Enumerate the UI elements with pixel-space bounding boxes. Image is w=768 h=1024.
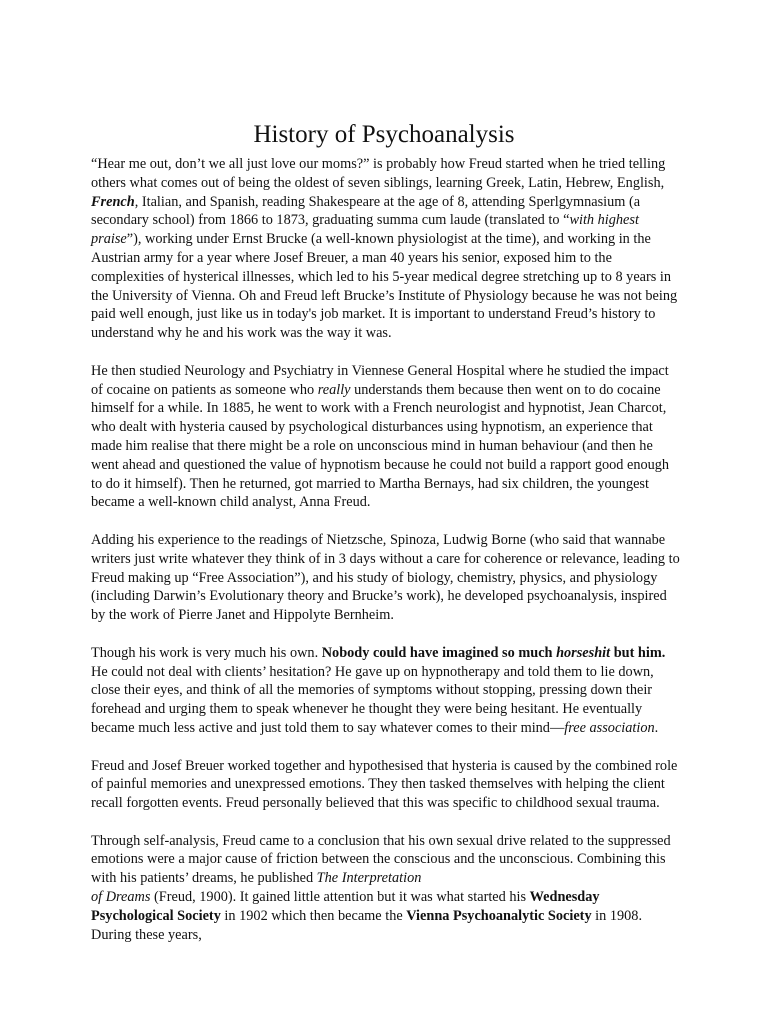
paragraph [91,155,681,343]
bold-wrapper [91,194,135,210]
text-run: (Freud, 1900). It gained little attention but it was what started his [150,889,530,906]
text-run: Freud and Josef Breuer worked together and hypothesised that hysteria is caused by the combined role of painful memories and unexpressed emotions. They then tasked themselves with helping the client recall forgotten events. Freud personally believed that this was specific to childhood sexual trauma. [91,757,678,812]
text-run-italic: of Dreams [91,889,151,906]
text-run: in 1908. During these years, [91,907,643,943]
text-run: Through self-analysis, Freud came to a conclusion that his own sexual drive related to the suppressed emotions were a major cause of friction between the conscious and the unconscious. Combining this with his patients’ dreams, he published [91,832,671,887]
text-run: , Italian, and Spanish, reading Shakespeare at the age of 8, attending Sperlgymnasium (a secondary school) from 1866 to 1873, graduating summa cum laude (translated to “ [91,193,641,229]
text-run-bold: Vienna Psychoanalytic Society [406,907,592,924]
text-run-bold: Nobody could have imagined so much [321,644,557,661]
text-run-bold: Wednesday Psychological Society [91,889,600,924]
text-run-italic: with highest praise [91,212,639,248]
paragraph [91,362,681,512]
text-run: “Hear me out, don’t we all just love our moms?” is probably how Freud started when he tried telling others what comes out of being the oldest of seven siblings, learning Greek, Latin, Hebrew, English, [91,156,666,191]
document-body [91,155,681,963]
page-title: History of Psychoanalysis [253,121,515,148]
paragraph [91,832,681,945]
text-run: He then studied Neurology and Psychiatry in Viennese General Hospital where he studied the impact of cocaine on patients as someone who [91,362,669,398]
text-run: in 1902 which then became the [220,907,407,924]
paragraph [91,757,681,813]
text-run-italic: free association [564,719,655,736]
text-run-bold-italic: French [91,193,135,210]
text-run: ”), working under Ernst Brucke (a well-known physiologist at the time), and working in the Austrian army for a year where Josef Breuer, a man 40 years his senior, exposed him to the complexities of hysterical illnesses, which led to his 5-year medical degree stretching up to 8 years in the University of Vienna. Oh and Freud left Brucke’s Institute of Physiology because he was not being paid well enough, just like us in today's job market. It is important to understand Freud’s history to understand why he and his work was the way it was. [91,231,678,342]
text-run-italic: really [317,381,351,398]
text-run: . [654,719,659,736]
text-run-bold: but him. [610,644,666,661]
paragraph [91,644,681,738]
text-run: understands them because then went on to do cocaine himself for a while. In 1885, he went to work with a French neurologist and hypnotist, Jean Charcot, who dealt with hysteria caused by psychological disturbances using hypnotism, an experience that made him realise that there might be a role on unconscious mind in human behaviour (and then he went ahead and questioned the value of hypnotism because he could not build a rapport good enough to do it himself). Then he returned, got married to Martha Bernays, had six children, the youngest became a well-known child analyst, Anna Freud. [91,381,670,511]
bold-wrapper [556,645,610,661]
text-run-italic: The Interpretation [316,870,422,887]
text-run: Though his work is very much his own. [91,644,322,661]
paragraph [91,531,681,625]
text-run-bold-italic: horseshit [556,644,611,661]
text-run: Adding his experience to the readings of Nietzsche, Spinoza, Ludwig Borne (who said that wannabe writers just write whatever they think of in 3 days without a care for coherence or relevance, leading to Freud making up “Free Association”), and his study of biology, chemistry, physics, and physiology (including Darwin’s Evolutionary theory and Brucke’s work), he developed psychoanalysis, inspired by the work of Pierre Janet and Hippolyte Bernheim. [91,531,680,624]
text-run: He could not deal with clients’ hesitation? He gave up on hypnotherapy and told them to lie down, close their eyes, and think of all the memories of symptoms without stopping, pressing down their forehead and urging them to speak whenever he thought they were being hesitant. He eventually became much less active and just told them to say whatever comes to their mind— [91,663,654,736]
